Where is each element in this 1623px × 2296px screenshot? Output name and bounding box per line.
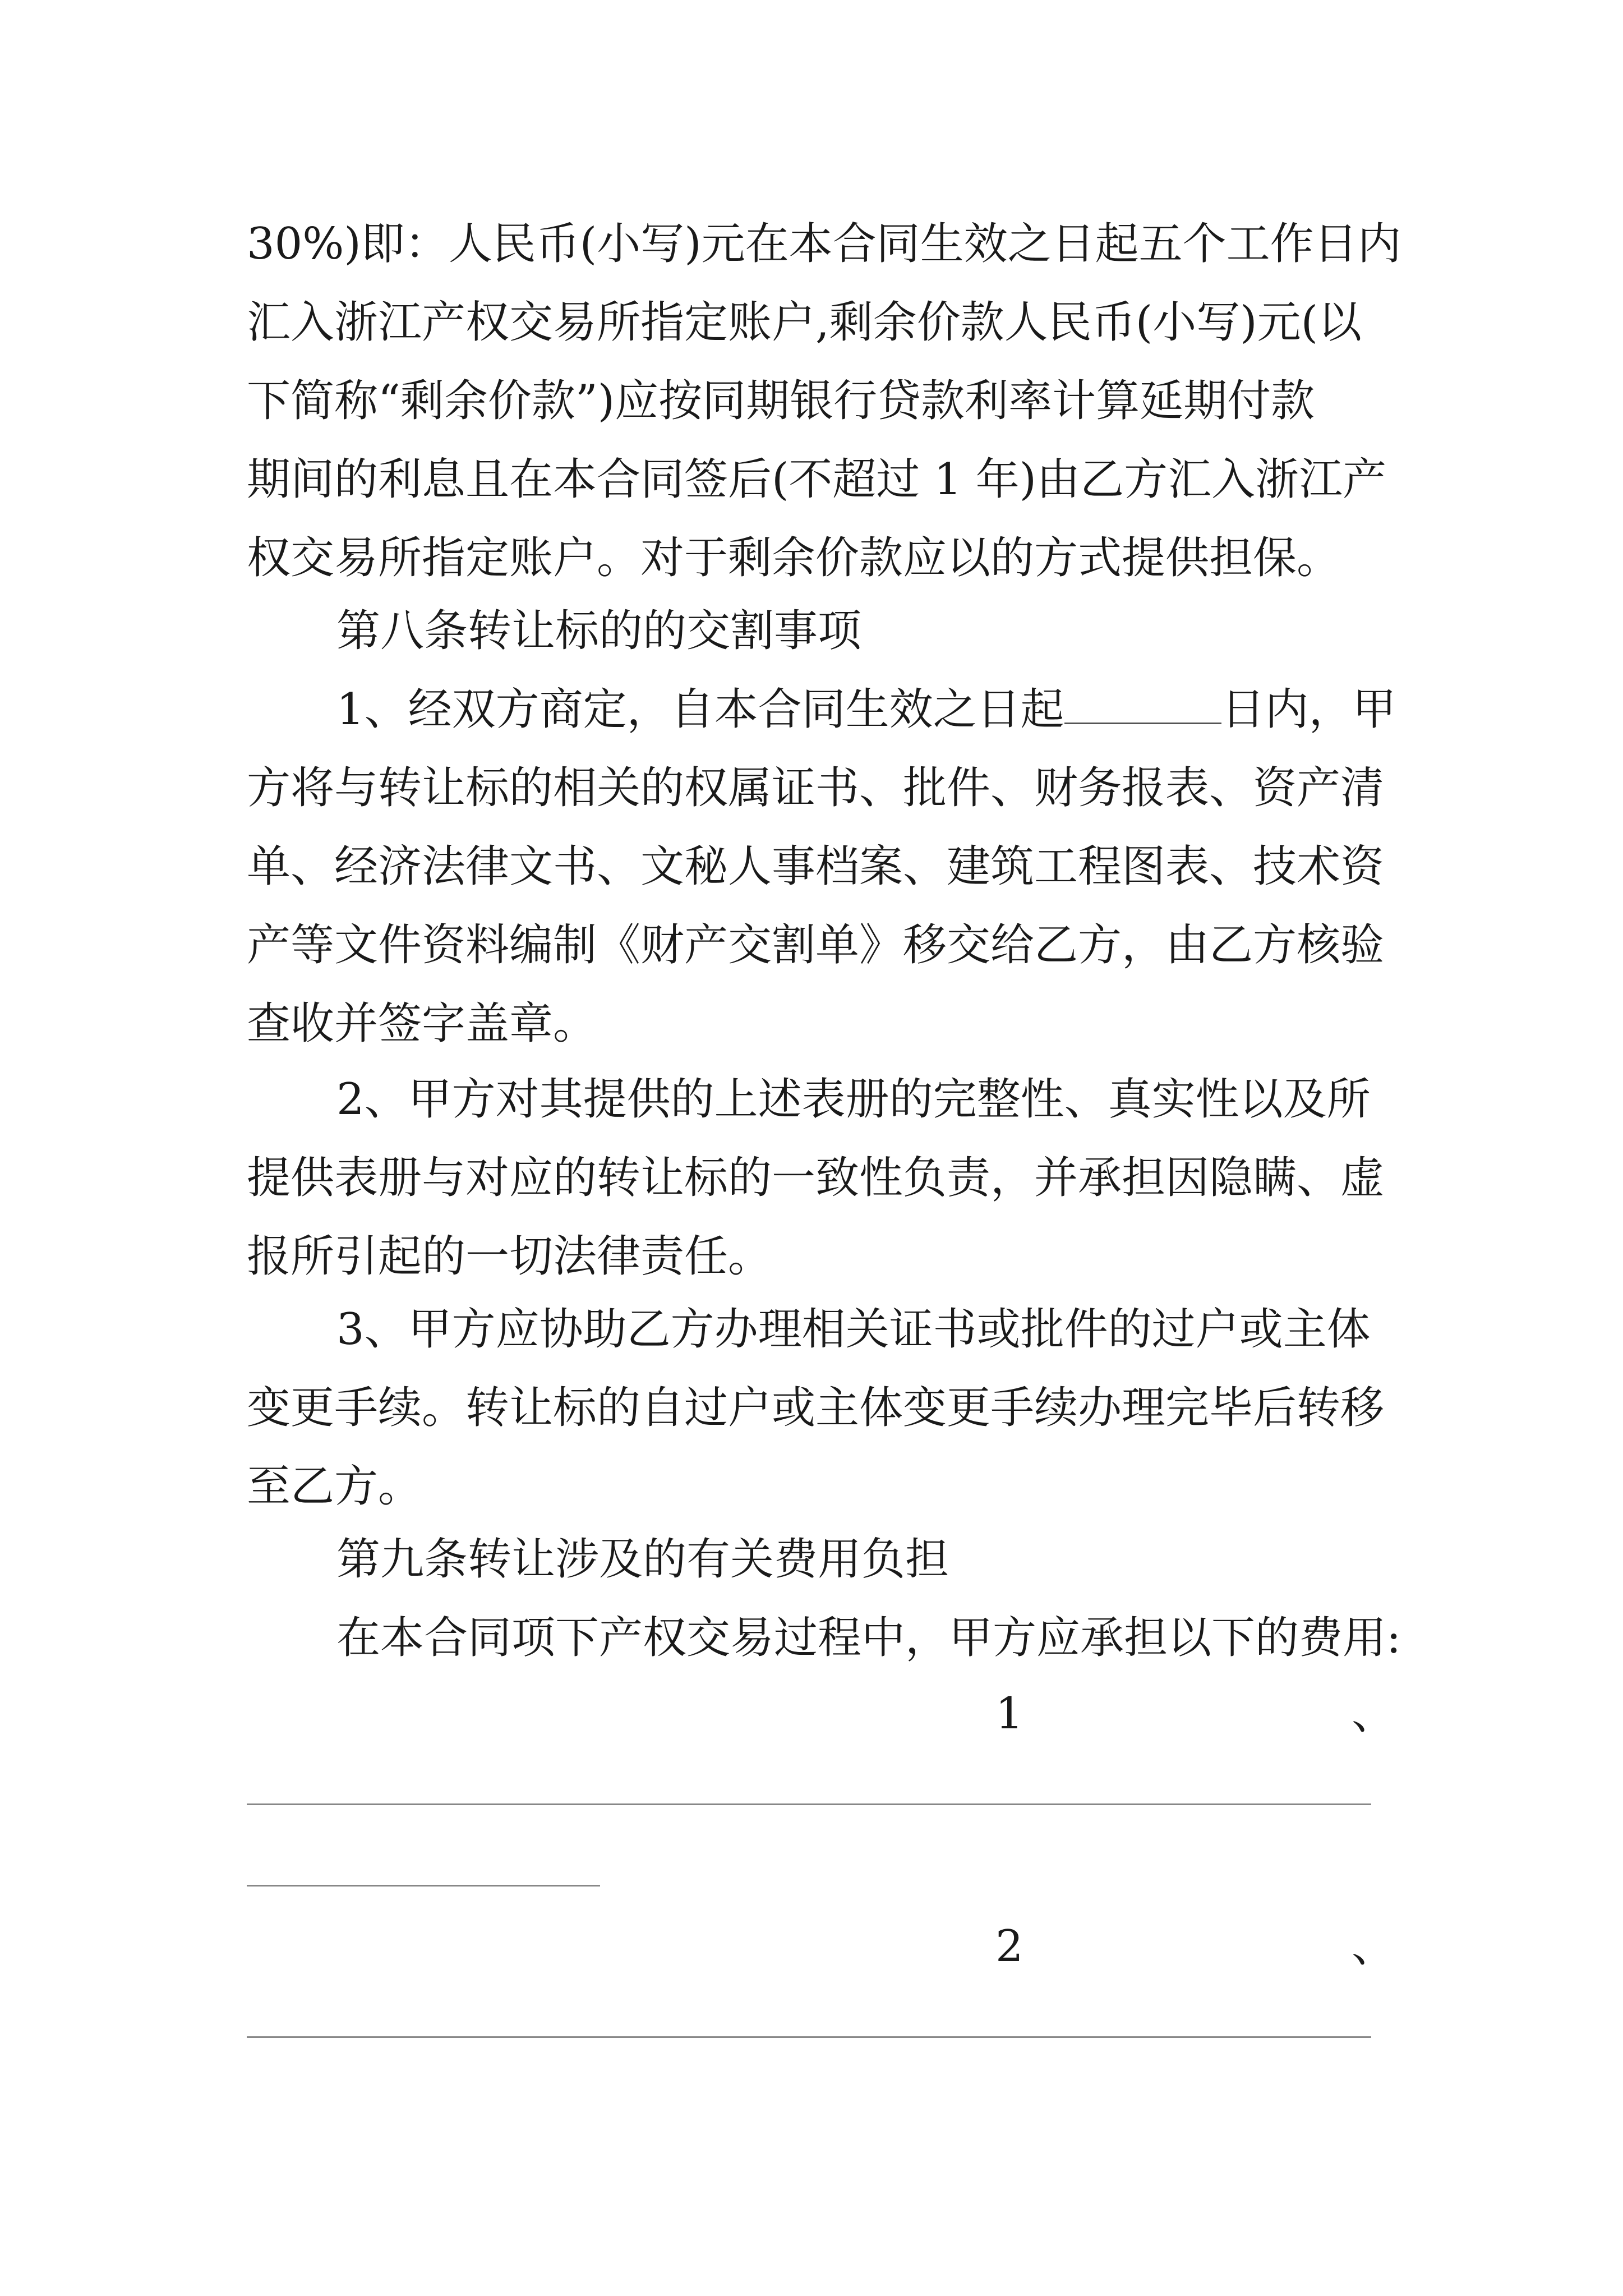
item-2-first-line: 2、甲方对其提供的上述表册的完整性、真实性以及所 (336, 1074, 1371, 1125)
text-line: 汇入浙江产权交易所指定账户,剩余价款人民币(小写)元(以 (247, 297, 1362, 348)
text-line: 报所引起的一切法律责任。 (247, 1231, 772, 1282)
text-line: 30%)即：人民币(小写)元在本合同生效之日起五个工作日内 (247, 219, 1401, 269)
fee-item-2-separator: 、 (1352, 1921, 1396, 1972)
article-8-title: 第八条转让标的的交割事项 (336, 606, 862, 656)
text-line: 至乙方。 (247, 1461, 422, 1512)
fill-in-rule (247, 1885, 600, 1887)
item-1-first-line (336, 682, 1396, 738)
item-1-text-end: 日内，甲 (1221, 684, 1396, 735)
text-line: 变更手续。转让标的自过户或主体变更手续办理完毕后转移 (247, 1383, 1385, 1433)
text-line: 提供表册与对应的转让标的一致性负责，并承担因隐瞒、虚 (247, 1153, 1385, 1203)
fill-in-blank (1064, 683, 1221, 724)
text-line: 产等文件资料编制《财产交割单》移交给乙方，由乙方核验 (247, 920, 1385, 970)
text-line: 下简称“剩余价款”)应按同期银行贷款利率计算延期付款 (247, 376, 1315, 426)
text-line: 方将与转让标的相关的权属证书、批件、财务报表、资产清 (247, 763, 1385, 813)
fee-item-1-separator: 、 (1352, 1688, 1396, 1739)
text-line: 权交易所指定账户。对于剩余价款应以的方式提供担保。 (247, 533, 1341, 583)
article-9-intro: 在本合同项下产权交易过程中，甲方应承担以下的费用: (336, 1613, 1401, 1663)
text-line: 查收并签字盖章。 (247, 999, 597, 1049)
article-9-title: 第九条转让涉及的有关费用负担 (336, 1534, 949, 1585)
item-1-text-start: 1、经双方商定，自本合同生效之日起 (336, 684, 1064, 735)
text-line: 单、经济法律文书、文秘人事档案、建筑工程图表、技术资 (247, 841, 1385, 892)
fee-item-2-number: 2 (995, 1921, 1023, 1972)
fee-item-1-number: 1 (995, 1688, 1023, 1739)
text-line: 期间的利息且在本合同签后(不超过 1 年)由乙方汇入浙江产 (247, 454, 1387, 505)
fill-in-rule (247, 2036, 1371, 2038)
item-3-first-line: 3、甲方应协助乙方办理相关证书或批件的过户或主体 (336, 1304, 1371, 1355)
fill-in-rule (247, 1803, 1371, 1805)
